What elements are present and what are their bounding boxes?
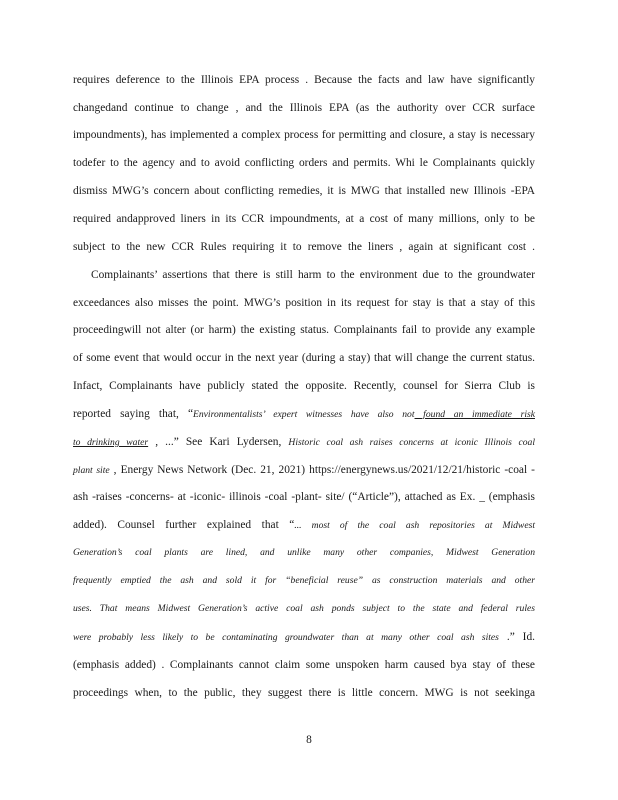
text-line: impoundments), has implemented a complex process for permitting and closure, a stay is necessary (73, 129, 535, 141)
text-run: added). Counsel further explained that “ (73, 519, 295, 531)
quote-text: ... most of the coal ash repositories at Midwest (294, 520, 535, 531)
quote-line: frequently emptied the ash and sold it for “beneficial reuse” as construction materials and other (73, 575, 535, 586)
text-line: Complainants’ assertions that there is still harm to the environment due to the groundwater (91, 269, 535, 281)
text-run: reported saying that, “ (73, 408, 194, 420)
text-line: requires deference to the Illinois EPA process . Because the facts and law have significantly (73, 74, 535, 86)
text-line (73, 630, 535, 645)
text-line: todefer to the agency and to avoid conflicting orders and permits. Whi le Complainants quickly (73, 157, 535, 169)
text-line: of some event that would occur in the next year (during a stay) that will change the current status. (73, 352, 535, 364)
text-line: required andapproved liners in its CCR impoundments, at a cost of many millions, only to be (73, 213, 535, 225)
text-line: ash -raises -concerns- at -iconic- illinois -coal -plant- site/ (“Article”), attached as Ex. _ (emphasis (73, 491, 535, 503)
text-line: changedand continue to change , and the Illinois EPA (as the authority over CCR surface (73, 102, 535, 114)
article-title: Historic coal ash raises concerns at iconic Illinois coal (288, 437, 536, 448)
text-run: .” Id. (498, 631, 535, 643)
text-line (73, 435, 535, 450)
emphasis-text: found an immediate risk (414, 409, 535, 420)
text-line: proceedingwill not alter (or harm) the existing status. Complainants fail to provide any example (73, 324, 535, 336)
quote-text: were probably less likely to be contaminating groundwater than at many other coal ash sites (73, 632, 499, 643)
text-line (73, 463, 535, 478)
text-line (73, 407, 535, 422)
emphasis-text: to drinking water (73, 437, 149, 448)
citation-text: , Energy News Network (Dec. 21, 2021) https://energynews.us/2021/12/21/historic -coal - (109, 464, 535, 476)
text-line: exceedances also misses the point. MWG’s position in its request for stay is that a stay of this (73, 297, 535, 309)
text-line: subject to the new CCR Rules requiring it to remove the liners , again at significant cost . (73, 241, 535, 253)
text-run: , ...” See Kari Lydersen, (148, 436, 289, 448)
text-line: Infact, Complainants have publicly stated the opposite. Recently, counsel for Sierra Club is (73, 380, 535, 392)
article-title: plant site (73, 465, 110, 476)
quote-line: Generation’s coal plants are lined, and unlike many other companies, Midwest Generation (73, 547, 535, 558)
text-line: (emphasis added) . Complainants cannot claim some unspoken harm caused bya stay of these (73, 659, 535, 671)
page-number: 8 (306, 734, 312, 746)
text-line: dismiss MWG’s concern about conflicting remedies, it is MWG that installed new Illinois -EPA (73, 185, 535, 197)
text-line (73, 518, 535, 533)
text-line: proceedings when, to the public, they suggest there is little concern. MWG is not seekinga (73, 687, 535, 699)
quote-text: Environmentalists’ expert witnesses have also not (193, 409, 415, 420)
quote-line: uses. That means Midwest Generation’s active coal ash ponds subject to the state and federal rules (73, 603, 535, 614)
